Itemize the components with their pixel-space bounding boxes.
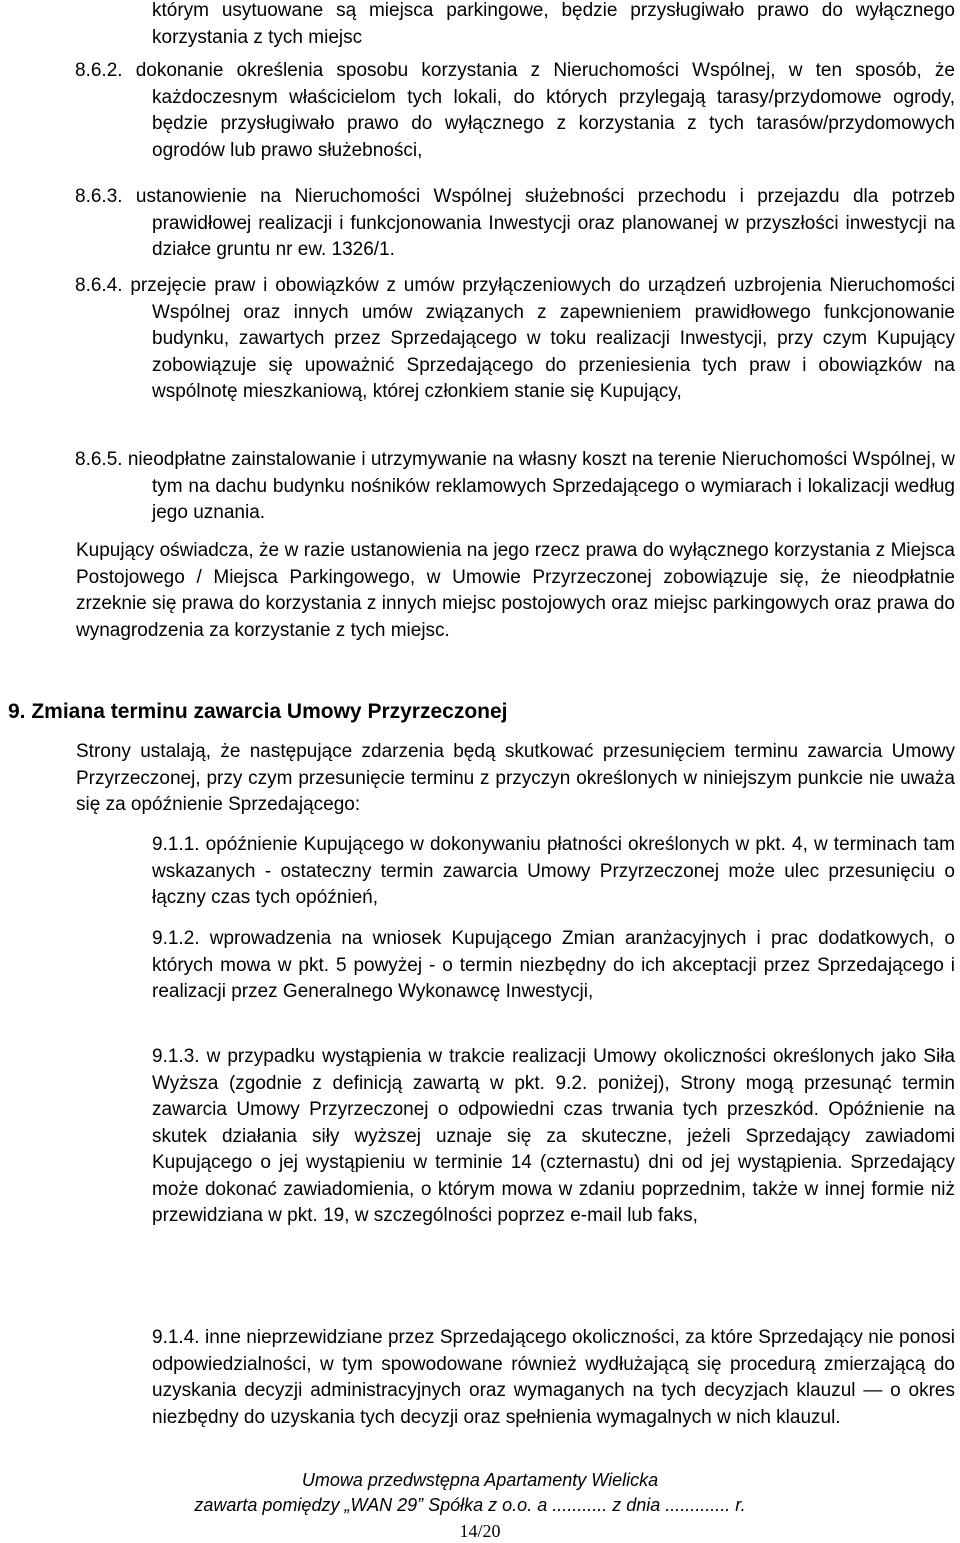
footer-parties: zawarta pomiędzy „WAN 29” Spółka z o.o. a ........... z dnia ............. r. [194,1495,746,1515]
item-text: opóźnienie Kupującego w dokonywaniu płatności określonych w pkt. 4, w terminach tam wskazanych - ostateczny termin zawarcia Umowy Przyrzeczonej może ulec przesunięciu o łączny czas tych opóźnień, [152,834,956,908]
list-item-9-1-3 [152,1044,955,1230]
list-item-9-1 [8,739,955,819]
item-text: Kupujący oświadcza, że w razie ustanowienia na jego rzecz prawa do wyłącznego korzystania z Miejsca Postojowego / Miejsca Parkingowego, w Umowie Przyrzeczonej zobowiązuje się, że nieodpłatnie zrzeknie się prawa do korzystania z innych miejsc postojowych oraz miejsc parkingowych oraz prawa do wynagrodzenia za korzystanie z tych miejsc. [76,540,955,641]
item-number: 9.1.3. [152,1046,200,1067]
list-item-8-6-4 [75,273,955,406]
item-number: 9.1.1. [152,834,200,855]
item-text: dokonanie określenia sposobu korzystania z Nieruchomości Wspólnej, w ten sposób, że każdoczesnym właścicielom tych lokali, do których przylegają tarasy/przydomowe ogrody, będzie przysługiwało prawo do wyłącznego z korzystania z tych tarasów/przydomowych ogrodów lub prawo służebności, [135,60,956,161]
item-number: 8.6.4. [75,275,123,296]
item-text: przejęcie praw i obowiązków z umów przyłączeniowych do urządzeń uzbrojenia Nieruchomości Wspólnej oraz innych umów związanych z zapewnieniem prawidłowego funkcjonowanie budynku, zawartych przez Sprzedającego w toku realizacji Inwestycji, przy czym Kupujący zobowiązuje się upoważnić Sprzedającego do przeniesienia tych praw i obowiązków na wspólnotę mieszkaniową, której członkiem stanie się Kupujący, [130,275,956,402]
list-item-8-7 [8,538,955,644]
item-text: nieodpłatne zainstalowanie i utrzymywanie na własny koszt na terenie Nieruchomości Wspólnej, w tym na dachu budynku nośników reklamowych Sprzedającego o wymiarach i lokalizacji według jego uznania. [127,449,956,523]
list-item-9-1-1 [152,832,955,912]
list-item-8-6-2 [75,58,955,164]
section-heading: 9. Zmiana terminu zawarcia Umowy Przyrzeczonej [8,700,508,723]
item-text: w przypadku wystąpienia w trakcie realizacji Umowy okoliczności określonych jako Siła Wyższa (zgodnie z definicją zawartą w pkt. 9.2. poniżej), Strony mogą przesunąć termin zawarcia Umowy Przyrzeczonej o odpowiedni czas trwania tych przeszkód. Opóźnienie na skutek działania siły wyższej uznaje się za skuteczne, jeżeli Sprzedający zawiadomi Kupującego o jej wystąpieniu w terminie 14 (czternastu) dni od jej wystąpienia. Sprzedający może dokonać zawiadomienia, o którym mowa w zdaniu poprzednim, także w innej formie niż przewidziana w pkt. 19, w szczególności poprzez e-mail lub faks, [152,1046,955,1226]
page-number: 14/20 [459,1521,501,1541]
list-item-8-6-3 [75,184,955,264]
list-item-8-6-5 [75,447,955,527]
paragraph-text: którym usytuowane są miejsca parkingowe, będzie przysługiwało prawo do wyłącznego korzystania z tych miejsc [152,0,955,48]
item-number: 8.6.2. [75,60,123,81]
list-item-9-1-2 [152,926,955,1006]
item-text: wprowadzenia na wniosek Kupującego Zmian aranżacyjnych i prac dodatkowych, o których mowa w pkt. 5 powyżej - o termin niezbędny do ich akceptacji przez Sprzedającego i realizacji przez Generalnego Wykonawcę Inwestycji, [152,928,955,1002]
item-number: 8.6.5. [75,449,123,470]
item-number [8,739,76,766]
list-item-9-1-4 [152,1325,955,1431]
item-text: inne nieprzewidziane przez Sprzedającego okoliczności, za które Sprzedający nie ponosi odpowiedzialności, w tym spowodowane również wydłużającą się procedurą zmierzającą do uzyskania decyzji administracyjnych oraz wymaganych na tych decyzjach klauzul — o okres niezbędny do uzyskania tych decyzji oraz spełnienia wymagalnych w nich klauzul. [152,1327,956,1428]
item-number [8,538,76,565]
item-number: 8.6.3. [75,186,123,207]
item-number: 9.1.2. [152,928,200,949]
item-text: ustanowienie na Nieruchomości Wspólnej służebności przechodu i przejazdu dla potrzeb prawidłowej realizacji i funkcjonowania Inwestycji oraz planowanej w przyszłości inwestycji na działce gruntu nr ew. 1326/1. [135,186,955,260]
continued-paragraph [152,0,955,51]
item-number: 9.1.4. [152,1327,200,1348]
item-text: Strony ustalają, że następujące zdarzenia będą skutkować przesunięciem terminu zawarcia Umowy Przyrzeczonej, przy czym przesunięcie terminu z przyczyn określonych w niniejszym punkcie nie uważa się za opóźnienie Sprzedającego: [76,741,955,815]
footer-title: Umowa przedwstępna Apartamenty Wielicka [301,1470,659,1490]
